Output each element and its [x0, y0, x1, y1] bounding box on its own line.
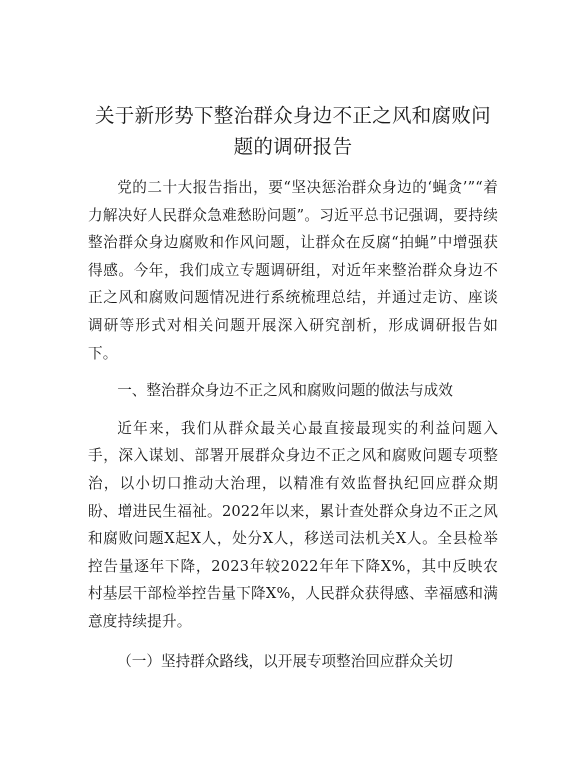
- section-heading-1: 一、整治群众身边不正之风和腐败问题的做法与成效: [117, 382, 453, 400]
- intro-paragraph: 党的二十大报告指出，要“坚决惩治群众身边的‘蝇贪’”“着力解决好人民群众急难愁盼问题”。习近平总书记强调，要持续整治群众身边腐败和作风问题，让群众在反腐“拍蝇”中增强获得感。今年，我们成立专题调研组，对近年来整治群众身边不正之风和腐败问题情况进行系统梳理总结，并通过走访、座谈调研等形式对相关问题开展深入研究剖析，形成调研报告如下。: [88, 179, 498, 362]
- document-title: 关于新形势下整治群众身边不正之风和腐败问题的调研报告: [94, 104, 491, 158]
- subsection-heading-1: （一）坚持群众路线，以开展专项整治回应群众关切: [117, 652, 453, 670]
- section-1-body-paragraph: 近年来，我们从群众最关心最直接最现实的利益问题入手，深入谋划、部署开展群众身边不正之风和腐败问题专项整治，以小切口推动大治理，以精准有效监督执纪回应群众期盼、增进民生福祉。2022年以来，累计查处群众身边不正之风和腐败问题X起X人，处分X人，移送司法机关X人。全县检举控告量逐年下降，2023年较2022年年下降X%，其中反映农村基层干部检举控告量下降X%，人民群众获得感、幸福感和满意度持续提升。: [88, 419, 498, 630]
